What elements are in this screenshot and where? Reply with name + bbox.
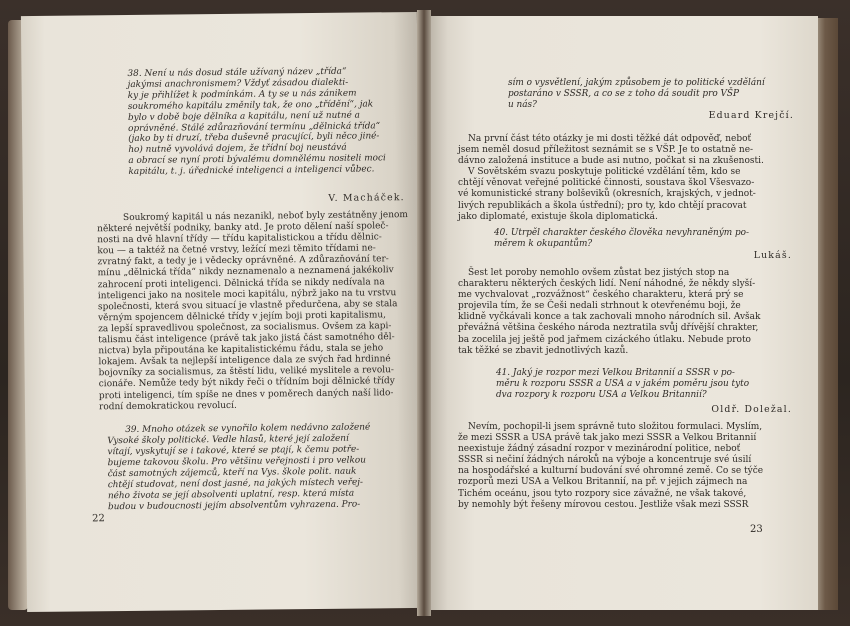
text-line: že mezi SSSR a USA právě tak jako mezi SSSR a Velkou Britannií xyxy=(458,433,757,444)
text-line: ba zocelila jej ještě pod jařmem cizáckého útlaku. Nebude proto xyxy=(458,334,751,345)
text-line: za lepší spravedlivou společnost, za socialismus. Ovšem za kapi- xyxy=(98,321,392,335)
question-39-author: Eduard Krejčí. xyxy=(708,110,794,121)
text-line: bojovníky za socialismus, za štěstí lidu, veliké myslitele a revolu- xyxy=(98,365,394,379)
question-38 xyxy=(127,66,404,178)
text-line: některé největší podniky, banky atd. Je proto dělení naší společ- xyxy=(97,221,389,235)
right-page xyxy=(428,16,818,610)
text-line: Na první část této otázky je mi dosti těžké dát odpověď, neboť xyxy=(468,134,752,144)
text-line: dva rozpory k rozporu USA a Velkou Britannií? xyxy=(496,390,707,400)
text-line: sím o vysvětlení, jakým způsobem je to politické vzdělání xyxy=(508,78,765,88)
text-line: jsem neměl dosud příležitost seznámit se s VŠP. Je to ostatně ne- xyxy=(458,145,754,156)
text-line: me vychvalovat „rozvážnost“ českého charakteru, která prý se xyxy=(458,290,744,301)
question-40-author: Lukáš. xyxy=(753,250,792,261)
text-line: ho) nutně vyvolává dojem, že třídní boj neustává xyxy=(128,143,347,156)
text-line: Vysoké školy politické. Vedle hlasů, které její založení xyxy=(107,433,349,447)
text-line: proti inteligenci, tím spíše ne dnes v poměrech daných naší lido- xyxy=(98,387,394,401)
text-line: klidně vyčkávali konce a tak zachovali mnoho národních sil. Avšak xyxy=(458,312,761,323)
text-line: ky je přihlížet k podmínkám. A ty se u nás zánikem xyxy=(127,88,357,101)
text-line: zahrocení proti inteligenci. Dělnická třída se nikdy nedívala na xyxy=(97,276,385,290)
text-line: projevila tím, že se Češi nedali strhnout k otevřenému boji, že xyxy=(458,301,741,312)
question-40 xyxy=(494,228,790,250)
text-line: 39. Mnoho otázek se vynořilo kolem nedávno založené xyxy=(125,422,371,436)
text-line: měru k rozporu SSSR a USA a v jakém poměru jsou tyto xyxy=(496,379,750,389)
left-page xyxy=(21,12,423,612)
text-line: postaráno v SSSR, a co se z toho dá soudit pro VŠP xyxy=(508,89,739,99)
text-line: Šest let poroby nemohlo ovšem zůstat bez jistých stop na xyxy=(468,268,730,278)
question-39 xyxy=(107,422,408,513)
text-line: měrem k okupantům? xyxy=(494,239,593,249)
text-line: by nemohly být řešeny mírovou cestou. Jestliže však mezi SSSR xyxy=(458,499,749,510)
text-line: mínu „dělnická třída“ nikdy neznamenalo a neznamená jakékoliv xyxy=(97,265,394,279)
text-line: společnosti, která svou situací je vlastně předurčena, aby se stala xyxy=(97,298,398,313)
text-line: věrným spojencem dělnické třídy v jejím boji proti kapitalismu, xyxy=(98,310,387,324)
text-line: ného života se její absolventi uplatní, resp. která místa xyxy=(107,488,355,502)
question-41-author: Oldř. Doležal. xyxy=(711,404,792,415)
text-line: lokajem. Avšak ta nejlepší inteligence dala ze svých řad hrdinné xyxy=(98,354,391,368)
text-line: Nevím, pochopil-li jsem správně tuto složitou formulaci. Myslím, xyxy=(468,422,763,432)
text-line: u nás? xyxy=(508,100,537,110)
text-line: charakteru některých českých lidí. Není náhodné, že někdy slyší- xyxy=(458,279,756,290)
text-line: (jako by ti druzí, třeba duševně pracující, byli něco jiné- xyxy=(128,131,380,145)
text-line: zvratný fakt, a tedy je i vědecky oprávněné. A zdůrazňování ter- xyxy=(97,254,389,268)
text-line: soukromého kapitálu změnily tak, že ono „třídění“, jak xyxy=(127,99,374,112)
text-line: bujeme takovou školu. Pro většinu veřejnosti i pro velkou xyxy=(107,455,366,469)
text-line: převážná většina českého národa neztratila svůj dřívější chrakter, xyxy=(458,323,759,334)
text-line: tak těžké se zbavit jednotlivých kazů. xyxy=(458,345,629,356)
text-line: budou v budoucnosti jejím absolventům vyhrazena. Pro- xyxy=(107,499,361,513)
book-spine-gutter xyxy=(417,10,431,616)
text-line: 38. Není u nás dosud stále užívaný název „třída“ xyxy=(127,66,347,79)
text-line: rodní demokratickou revolucí. xyxy=(98,400,237,412)
question-39-continued xyxy=(508,78,790,111)
text-line: talismu část inteligence (právě tak jako jistá část samotného děl- xyxy=(98,332,395,346)
text-line: chtějí věnovat veřejné politické činnosti, soustava škol Všesvazo- xyxy=(458,178,755,189)
answer-38 xyxy=(97,210,411,413)
text-line: nictva) byla připoutána ke kapitalistickému řádu, stala se jeho xyxy=(98,343,384,357)
text-line: 40. Utrpěl charakter českého člověka nevyhraněným po- xyxy=(494,228,749,238)
text-line: livých republikách a škola ústřední); pro ty, kdo chtějí pracovat xyxy=(458,200,747,211)
text-line: dávno založená instituce a bude asi nutno, počkat si na zkušenosti. xyxy=(458,156,764,167)
text-line: kou — a taktéž na četné vrstvy, ležící mezi těmito třídami ne- xyxy=(97,243,376,257)
text-line: kapitálu, t. j. úřednické inteligenci a inteligenci vůbec. xyxy=(128,164,375,178)
text-line: na hospodářské a kulturní budování své ohromné země. Co se týče xyxy=(458,466,764,477)
text-line: chtějí studovat, není dost jasné, na jakých místech veřej- xyxy=(107,477,364,491)
text-line: jako diplomaté, existuje škola diplomatická. xyxy=(458,211,658,222)
answer-40 xyxy=(458,268,788,357)
text-line: část samotných zájemců, kteří na Vys. škole polit. nauk xyxy=(107,466,357,480)
text-line: bylo v době boje dělníka a kapitálu, není už nutné a xyxy=(127,110,360,123)
text-line: jakýmsi anachronismem? Vždyť zásadou dialekti- xyxy=(127,77,349,90)
text-line: V Sovětském svazu poskytuje politické vzdělání těm, kdo se xyxy=(468,167,741,178)
answer-41 xyxy=(458,422,788,511)
text-line: Soukromý kapitál u nás nezanikl, neboť byly zestátněny jenom xyxy=(122,210,408,224)
text-line: cionáře. Nemůže tedy být nikdy řeči o třídním boji dělnické třídy xyxy=(98,376,395,390)
text-line: Tichém oceánu, jsou tyto rozpory sice závažné, ne však takové, xyxy=(458,488,747,499)
question-41 xyxy=(496,368,790,401)
text-line: neexistuje žádný zásadní rozpor v mezinárodní politice, neboť xyxy=(458,444,741,455)
text-line: vítají, vyskytují se i takové, které se ptají, k čemu potře- xyxy=(107,444,360,458)
page-number: 23 xyxy=(750,524,763,535)
answer-39 xyxy=(458,134,788,223)
text-line: rozporů mezi USA a Velkou Britannií, na př. v jejich zájmech na xyxy=(458,477,748,488)
text-line: vé komunistické strany bolševiků (okresních, krajských, v jednot- xyxy=(458,189,756,200)
text-line: nosti na dvě hlavní třídy — třídu kapitalistickou a třídu dělnic- xyxy=(97,232,382,246)
text-line: SSSR si nečiní žádných nároků na výboje a koncentruje své úsilí xyxy=(458,455,752,466)
text-line: a obrací se nyní proti bývalému domnělému nositeli moci xyxy=(128,153,386,167)
text-line: 41. Jaký je rozpor mezi Velkou Britannií a SSSR v po- xyxy=(496,368,735,378)
text-line: inteligenci jako na nositele moci kapitálu, nýbrž jako na tu vrstvu xyxy=(97,287,397,301)
text-line: oprávněné. Stálé zdůrazňování termínu „dělnická třída“ xyxy=(128,120,381,134)
page-number: 22 xyxy=(92,513,105,525)
question-38-author: V. Macháček. xyxy=(328,192,405,204)
